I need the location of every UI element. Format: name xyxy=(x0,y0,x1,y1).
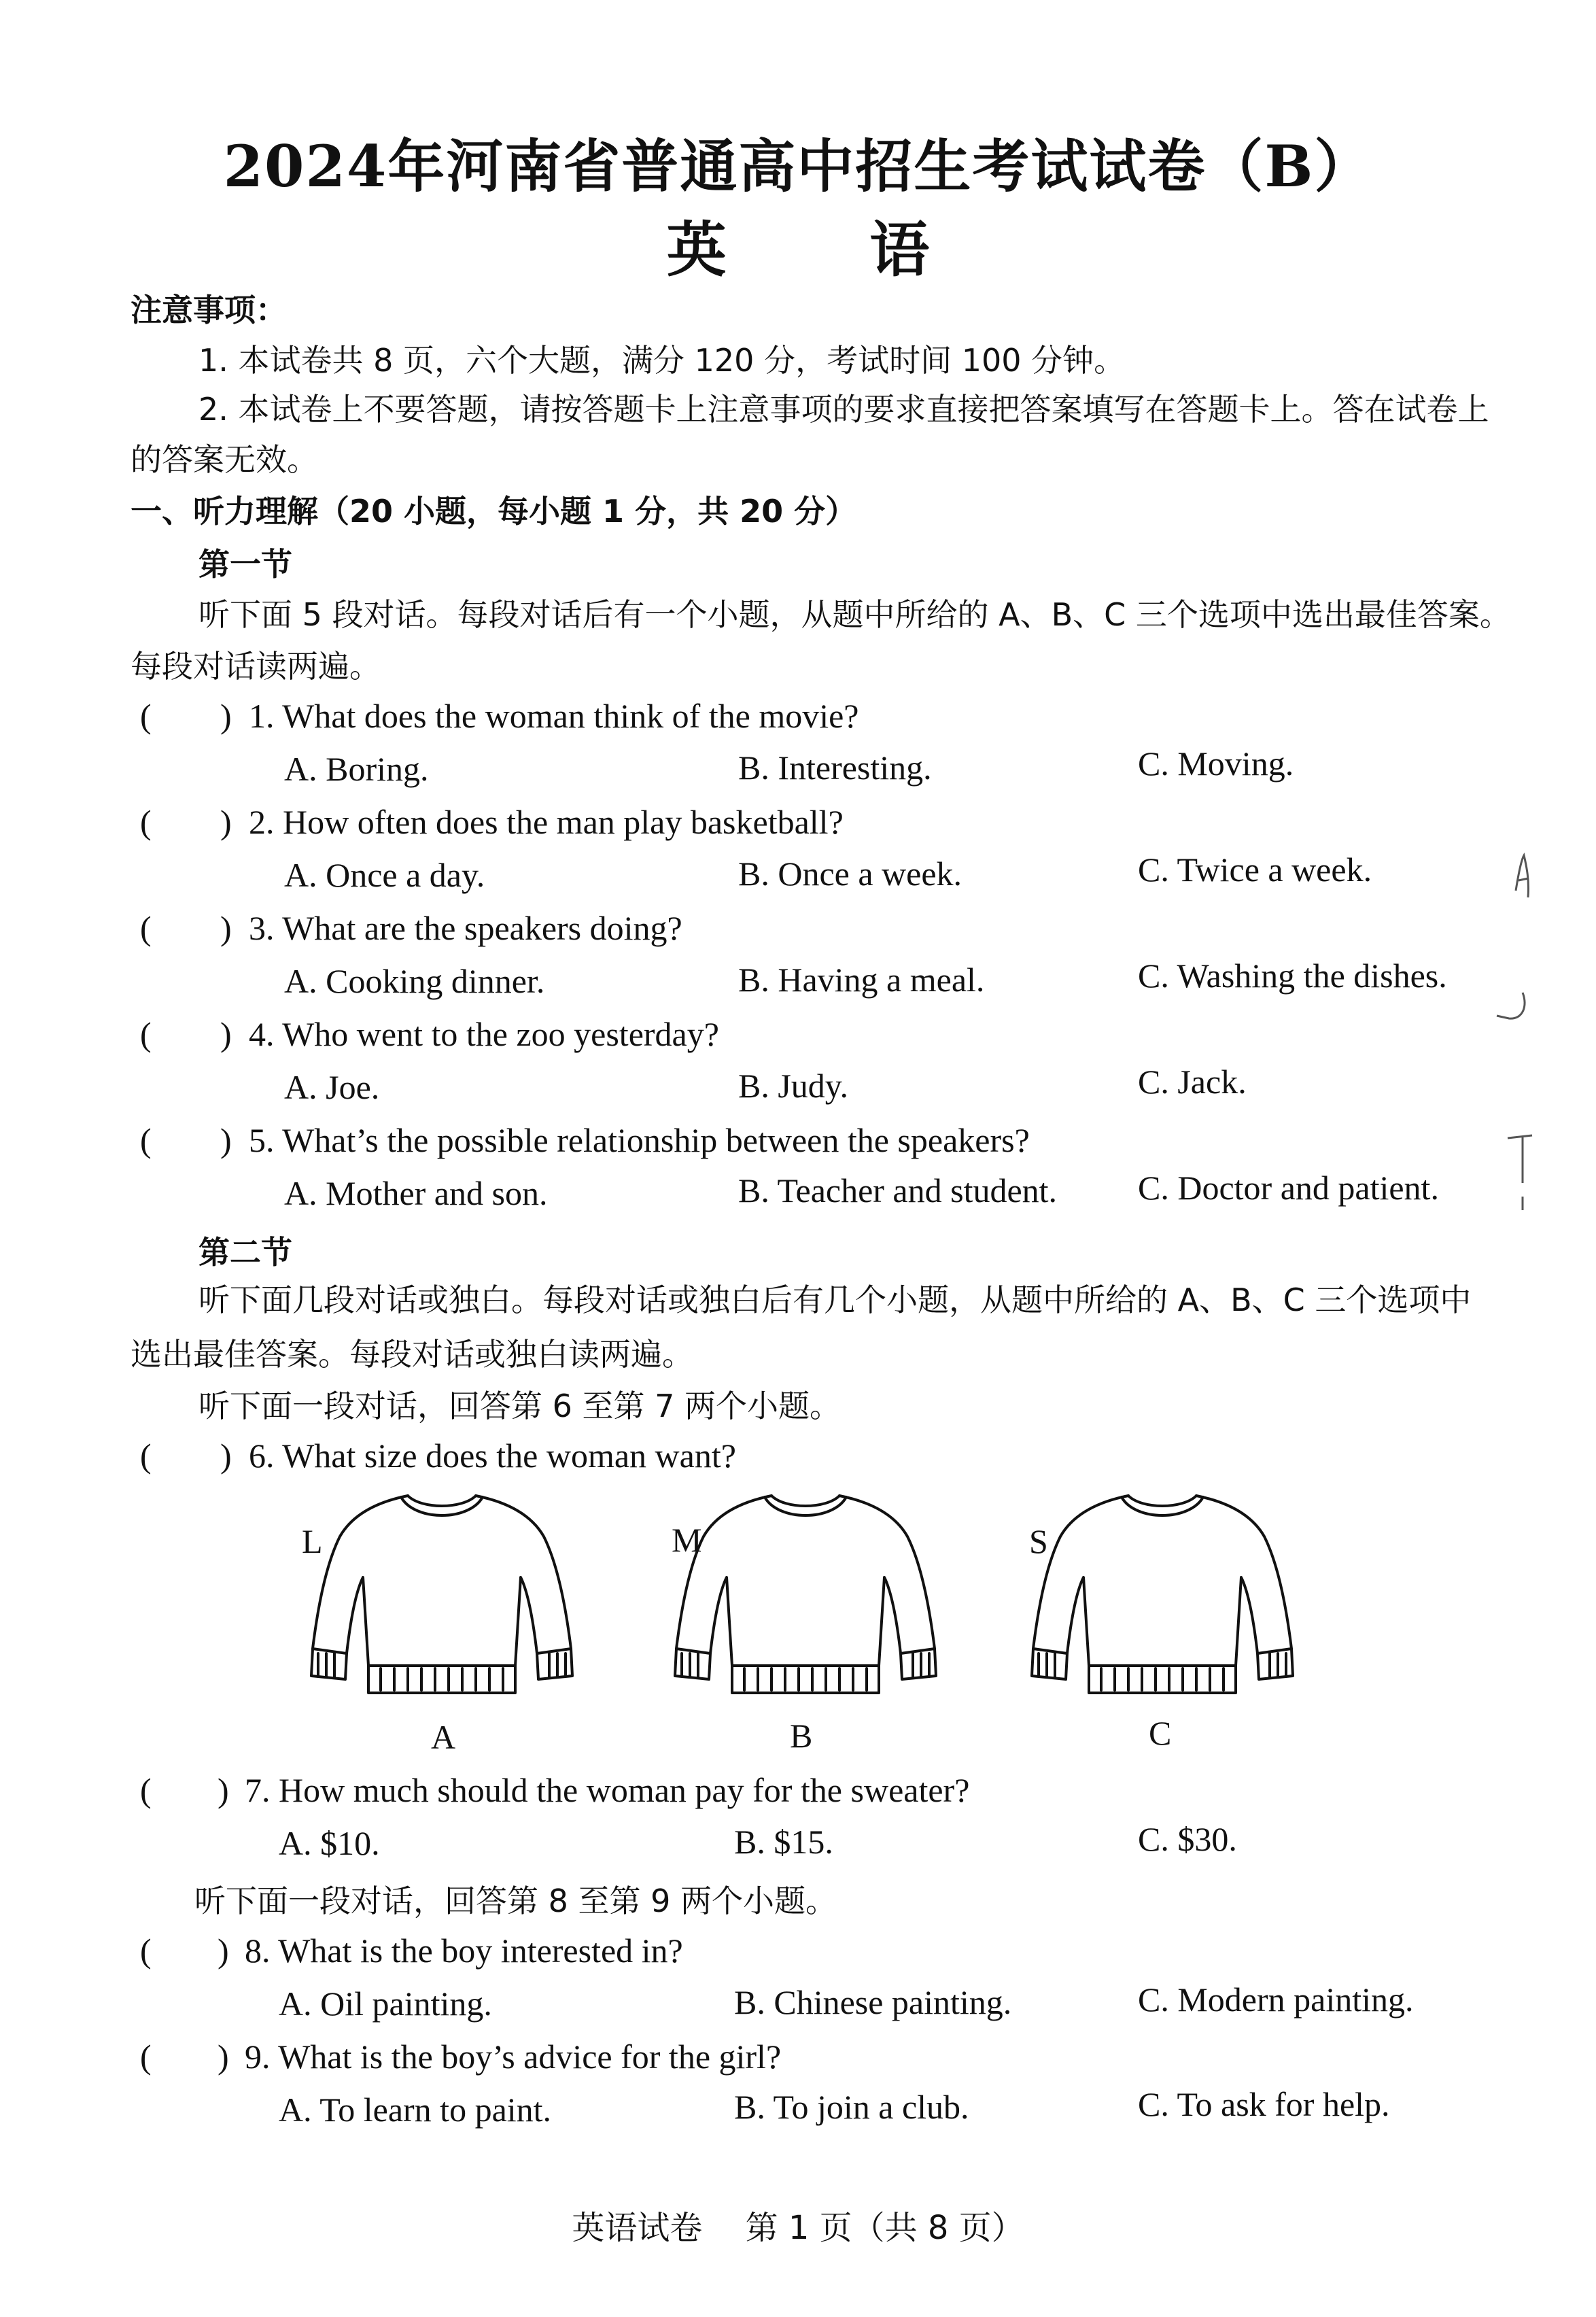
section2-heading: 第二节 xyxy=(198,1234,292,1271)
option-3a: A. Cooking dinner. xyxy=(284,962,545,1000)
group-instruction-6-7: 听下面一段对话，回答第 6 至第 7 两个小题。 xyxy=(198,1388,842,1424)
question-4: 4. Who went to the zoo yesterday? xyxy=(249,1015,719,1053)
answer-paren-close: ) xyxy=(220,697,232,735)
section1-instruction-line-2: 每段对话读两遍。 xyxy=(131,648,381,685)
option-7c: C. $30. xyxy=(1138,1820,1237,1858)
notes-item-1: 1. 本试卷共 8 页，六个大题，满分 120 分，考试时间 100 分钟。 xyxy=(198,342,1126,379)
option-8a: A. Oil painting. xyxy=(279,1985,492,2023)
subject-title: 英 语 xyxy=(666,214,991,285)
answer-paren-close: ) xyxy=(218,2038,229,2076)
option-5c: C. Doctor and patient. xyxy=(1138,1169,1439,1207)
notes-item-2-line-1: 2. 本试卷上不要答题，请按答题卡上注意事项的要求直接把答案填写在答题卡上。答在试卷上 xyxy=(198,391,1489,428)
question-5: 5. What’s the possible relationship between the speakers? xyxy=(249,1121,1030,1159)
sweater-size-label-l: L xyxy=(302,1522,323,1560)
answer-paren-open: ( xyxy=(140,1121,152,1159)
section2-instruction-line-2: 选出最佳答案。每段对话或独白读两遍。 xyxy=(131,1336,693,1373)
option-2a: A. Once a day. xyxy=(284,856,485,894)
part1-heading: 一、听力理解（20 小题，每小题 1 分，共 20 分） xyxy=(131,493,857,530)
option-9b: B. To join a club. xyxy=(734,2088,969,2126)
notes-heading: 注意事项： xyxy=(131,292,287,328)
option-8b: B. Chinese painting. xyxy=(734,1983,1012,2021)
option-1b: B. Interesting. xyxy=(738,749,932,787)
option-2c: C. Twice a week. xyxy=(1138,851,1372,889)
margin-pencil-mark xyxy=(1489,979,1543,1033)
answer-paren-open: ( xyxy=(140,2038,152,2076)
notes-item-2-line-2: 的答案无效。 xyxy=(131,441,318,478)
margin-pencil-mark xyxy=(1502,1129,1543,1217)
page-footer: 英语试卷 第 1 页（共 8 页） xyxy=(572,2209,1024,2247)
question-8: 8. What is the boy interested in? xyxy=(245,1932,683,1970)
answer-paren-open: ( xyxy=(140,909,152,947)
question-7: 7. How much should the woman pay for the sweater? xyxy=(245,1771,970,1809)
option-5a: A. Mother and son. xyxy=(284,1174,548,1212)
option-1c: C. Moving. xyxy=(1138,744,1294,783)
section1-heading: 第一节 xyxy=(198,546,292,583)
answer-paren-open: ( xyxy=(140,1437,152,1475)
question-1: 1. What does the woman think of the movie? xyxy=(249,697,859,735)
answer-paren-open: ( xyxy=(140,697,152,735)
sweater-option-c: C xyxy=(1149,1714,1172,1752)
option-3c: C. Washing the dishes. xyxy=(1138,957,1447,995)
option-4a: A. Joe. xyxy=(284,1068,380,1106)
question-6: 6. What size does the woman want? xyxy=(249,1437,736,1475)
answer-paren-close: ) xyxy=(220,1437,232,1475)
answer-paren-open: ( xyxy=(140,1015,152,1053)
question-2: 2. How often does the man play basketball? xyxy=(249,803,844,841)
answer-paren-close: ) xyxy=(218,1771,229,1809)
option-7a: A. $10. xyxy=(279,1824,380,1862)
option-1a: A. Boring. xyxy=(284,750,429,788)
answer-paren-close: ) xyxy=(220,909,232,947)
option-4b: B. Judy. xyxy=(738,1067,849,1105)
group-instruction-8-9: 听下面一段对话，回答第 8 至第 9 两个小题。 xyxy=(194,1883,837,1919)
option-9c: C. To ask for help. xyxy=(1138,2085,1390,2123)
answer-paren-close: ) xyxy=(220,1121,232,1159)
answer-paren-close: ) xyxy=(220,1015,232,1053)
answer-paren-close: ) xyxy=(220,803,232,841)
option-9a: A. To learn to paint. xyxy=(279,2091,552,2129)
option-7b: B. $15. xyxy=(734,1823,833,1861)
section2-instruction-line-1: 听下面几段对话或独白。每段对话或独白后有几个小题，从题中所给的 A、B、C 三个选项中 xyxy=(198,1282,1472,1318)
option-3b: B. Having a meal. xyxy=(738,961,985,999)
margin-pencil-mark xyxy=(1502,843,1543,918)
sweater-image-l xyxy=(306,1482,578,1706)
sweater-size-label-m: M xyxy=(672,1521,702,1559)
answer-paren-open: ( xyxy=(140,1771,152,1809)
sweater-option-a: A xyxy=(431,1718,456,1756)
sweater-option-b: B xyxy=(790,1717,813,1755)
sweater-image-s xyxy=(1026,1482,1298,1706)
option-4c: C. Jack. xyxy=(1138,1063,1247,1101)
answer-paren-open: ( xyxy=(140,803,152,841)
question-3: 3. What are the speakers doing? xyxy=(249,909,682,947)
option-2b: B. Once a week. xyxy=(738,855,962,893)
option-8c: C. Modern painting. xyxy=(1138,1980,1414,2019)
answer-paren-open: ( xyxy=(140,1932,152,1970)
sweater-size-label-s: S xyxy=(1029,1522,1048,1560)
answer-paren-close: ) xyxy=(218,1932,229,1970)
option-5b: B. Teacher and student. xyxy=(738,1171,1058,1209)
exam-title: 2024年河南省普通高中招生考试试卷（B） xyxy=(223,133,1373,200)
question-9: 9. What is the boy’s advice for the girl? xyxy=(245,2038,782,2076)
section1-instruction-line-1: 听下面 5 段对话。每段对话后有一个小题，从题中所给的 A、B、C 三个选项中选出最佳答案。 xyxy=(198,596,1511,633)
sweater-image-m xyxy=(670,1482,941,1706)
